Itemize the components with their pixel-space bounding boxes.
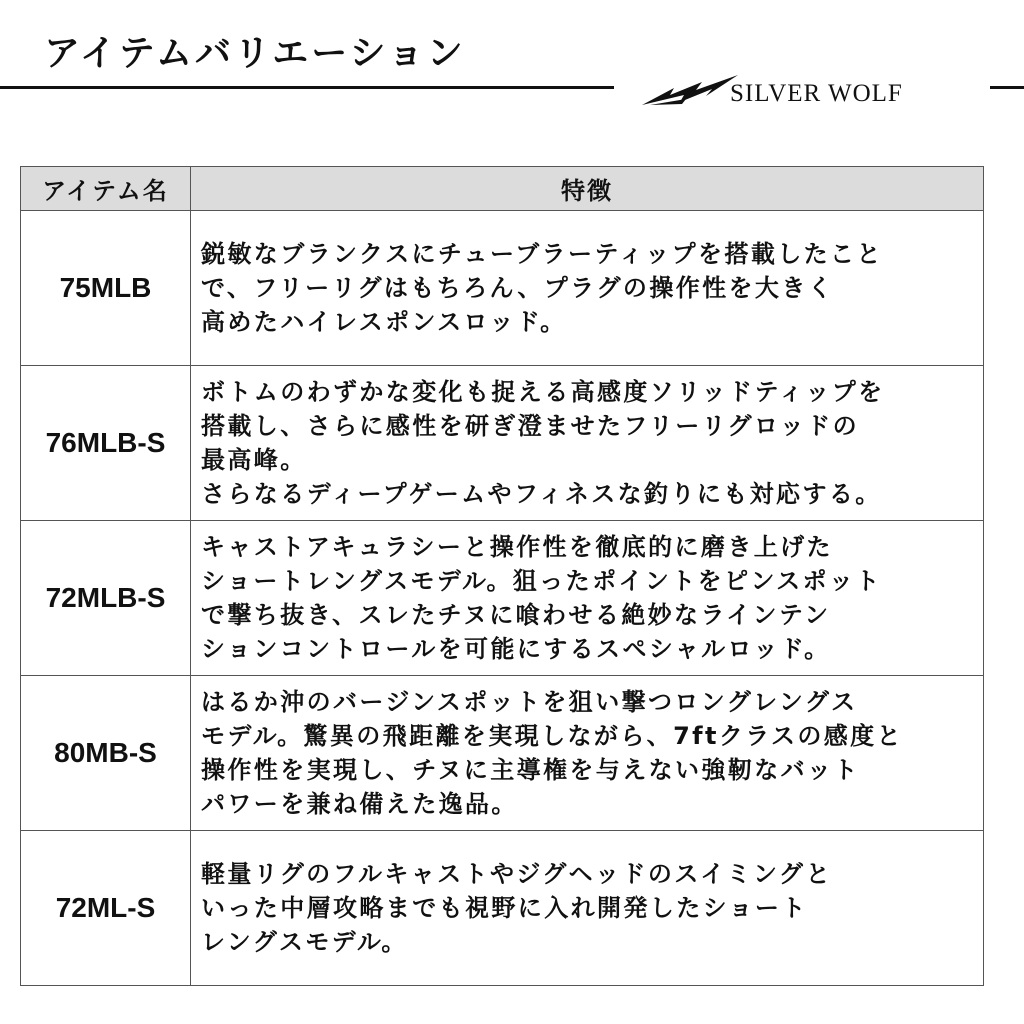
item-description-cell <box>191 831 984 986</box>
description-line: レングスモデル。 <box>201 928 408 956</box>
column-header-item-name: アイテム名 <box>21 167 191 211</box>
table-row <box>21 521 984 676</box>
description-line: 搭載し、さらに感性を研ぎ澄ませたフリーリグロッドの <box>201 412 860 440</box>
item-name-cell: 80MB-S <box>21 676 191 831</box>
item-description-cell <box>191 676 984 831</box>
column-header-features: 特徴 <box>191 167 984 211</box>
item-description-cell <box>191 521 984 676</box>
description-line: ボトムのわずかな変化も捉える高感度ソリッドティップを <box>201 378 885 406</box>
description-line: 鋭敏なブランクスにチューブラーティップを搭載したこと <box>201 240 883 268</box>
description-line: いった中層攻略までも視野に入れ開発したショート <box>201 894 808 922</box>
item-description-cell <box>191 211 984 366</box>
description-line: はるか沖のバージンスポットを狙い撃つロングレングス <box>201 688 858 716</box>
description-line: 高めたハイレスポンスロッド。 <box>201 308 567 336</box>
description-line: モデル。驚異の飛距離を実現しながら、7ftクラスの感度と <box>201 722 903 750</box>
item-variation-table <box>20 166 984 986</box>
item-description-cell <box>191 366 984 521</box>
table-header-row <box>21 167 984 211</box>
brand-logo <box>640 70 970 110</box>
description-line: 最高峰。 <box>201 446 307 474</box>
description-line: ションコントロールを可能にするスペシャルロッド。 <box>201 635 831 663</box>
description-line: さらなるディープゲームやフィネスな釣りにも対応する。 <box>201 480 882 508</box>
table-row <box>21 366 984 521</box>
table-row <box>21 831 984 986</box>
description-line: パワーを兼ね備えた逸品。 <box>201 790 518 818</box>
item-name-cell: 72MLB-S <box>21 521 191 676</box>
description-line: ショートレングスモデル。狙ったポイントをピンスポット <box>201 567 882 595</box>
brand-name: SILVER WOLF <box>730 80 903 107</box>
table-row <box>21 676 984 831</box>
header-divider-left <box>0 86 614 89</box>
header-divider-right <box>990 86 1024 89</box>
description-line: 操作性を実現し、チヌに主導権を与えない強靭なバット <box>201 756 860 784</box>
description-line: キャストアキュラシーと操作性を徹底的に磨き上げた <box>201 533 833 561</box>
description-line: 軽量リグのフルキャストやジグヘッドのスイミングと <box>201 860 833 888</box>
page-title: アイテムバリエーション <box>44 33 466 74</box>
wolf-logo-icon <box>640 72 740 108</box>
item-name-cell: 75MLB <box>21 211 191 366</box>
description-line: で撃ち抜き、スレたチヌに喰わせる絶妙なラインテン <box>201 601 831 629</box>
item-name-cell: 76MLB-S <box>21 366 191 521</box>
table-row <box>21 211 984 366</box>
item-name-cell: 72ML-S <box>21 831 191 986</box>
description-line: で、フリーリグはもちろん、プラグの操作性を大きく <box>201 274 835 302</box>
